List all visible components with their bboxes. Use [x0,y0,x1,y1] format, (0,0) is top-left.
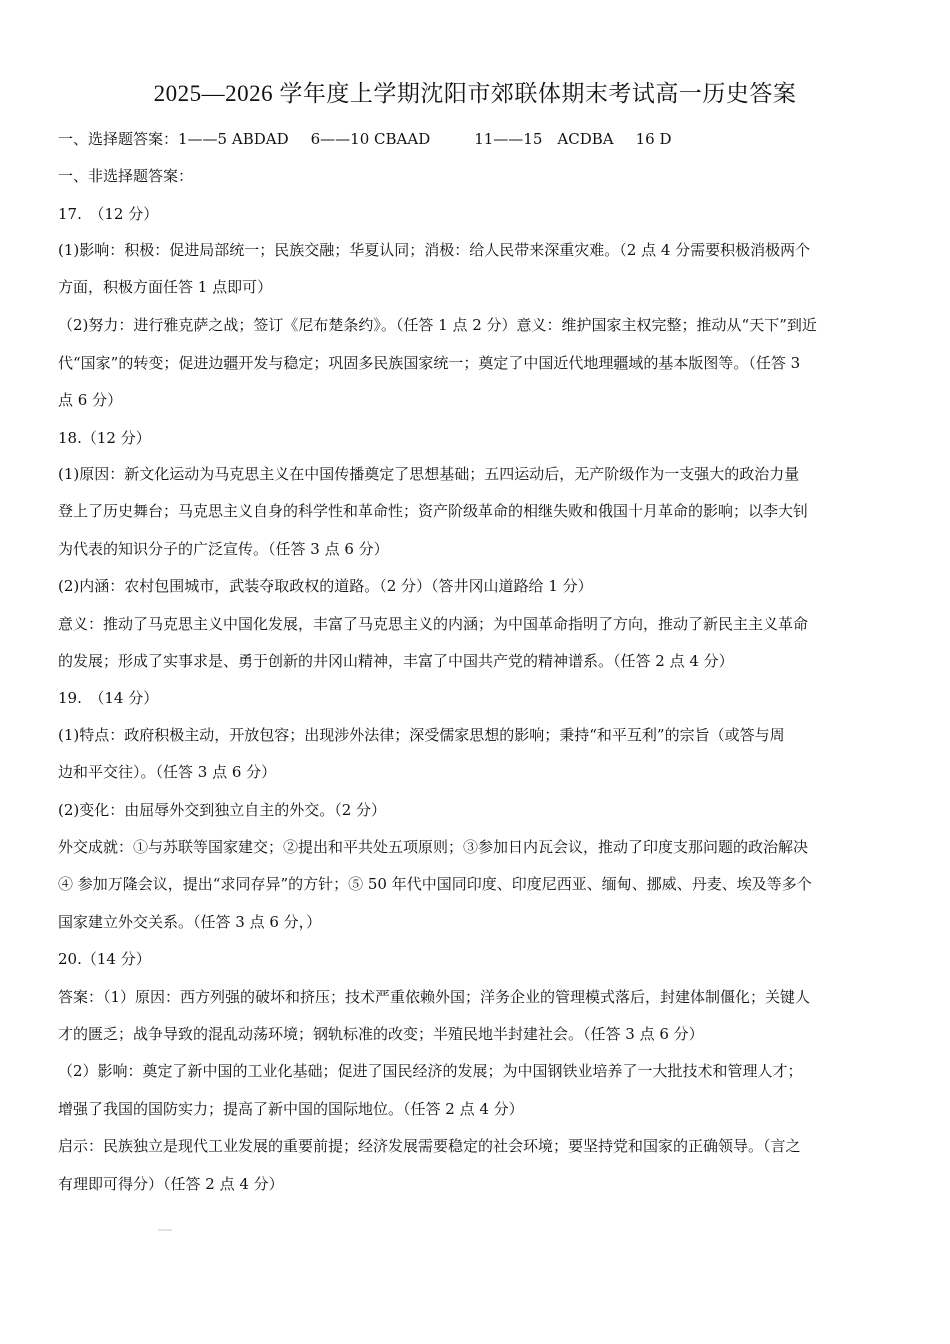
q19-answer-line: 外交成就：①与苏联等国家建交；②提出和平共处五项原则；③参加日内瓦会议，推动了印度支那问题的政治解决 [58,838,809,856]
q18-answer-line: 登上了历史舞台；马克思主义自身的科学性和革命性；资产阶级革命的相继失败和俄国十月革命的影响；以李大钊 [58,502,809,520]
q20-answer-line: 启示：民族独立是现代工业发展的重要前提；经济发展需要稳定的社会环境；要坚持党和国家的正确领导。（言之 [58,1137,801,1155]
document-title: 2025—2026 学年度上学期沈阳市郊联体期末考试高一历史答案 [153,81,797,106]
q20-answer-line: 才的匮乏；战争导致的混乱动荡环境；钢轨标准的改变；半殖民地半封建社会。（任答 3 点 6 分） [58,1025,704,1043]
mcq-group-1: 1——5 ABDAD [178,130,289,148]
faint-mark [158,1229,172,1231]
q20-answer-line: 答案：（1）原因：西方列强的破坏和挤压；技术严重依赖外国；洋务企业的管理模式落后，封建体制僵化；关键人 [58,988,811,1006]
mcq-label: 一、选择题答案： [58,130,179,148]
q17-header: 17. （12 分） [58,205,159,223]
q17-answer-line: 点 6 分） [58,391,123,409]
q17-answer-line: 代“国家”的转变；促进边疆开发与稳定；巩固多民族国家统一；奠定了中国近代地理疆域的基本版图等。（任答 3 [58,354,801,372]
mcq-group-4: 16 D [635,130,672,148]
mcq-group-3: 11——15 ACDBA [474,130,614,148]
q19-answer-line: 边和平交往）。（任答 3 点 6 分） [58,763,277,781]
q18-answer-line: (2)内涵：农村包围城市，武装夺取政权的道路。（2 分）（答井冈山道路给 1 分） [58,577,593,595]
q20-answer-line: 增强了我国的国防实力；提高了新中国的国际地位。（任答 2 点 4 分） [58,1100,524,1118]
q17-answer-line: (1)影响：积极：促进局部统一；民族交融；华夏认同；消极：给人民带来深重灾难。（2 点 4 分需要积极消极两个 [58,241,811,259]
q19-header: 19. （14 分） [58,689,159,707]
section-heading: 一、非选择题答案： [58,167,194,185]
q19-answer-line: (2)变化：由屈辱外交到独立自主的外交。（2 分） [58,801,387,819]
q17-answer-line: 方面，积极方面任答 1 点即可） [58,278,273,296]
q18-answer-line: 为代表的知识分子的广泛宣传。（任答 3 点 6 分） [58,540,389,558]
q18-answer-line: (1)原因：新文化运动为马克思主义在中国传播奠定了思想基础；五四运动后，无产阶级作为一支强大的政治力量 [58,465,800,483]
q18-answer-line: 意义：推动了马克思主义中国化发展，丰富了马克思主义的内涵；为中国革命指明了方向，推动了新民主主义革命 [58,615,809,633]
q18-header: 18.（12 分） [58,429,151,447]
q19-answer-line: 国家建立外交关系。（任答 3 点 6 分，） [58,913,322,931]
q19-answer-line: ④ 参加万隆会议，提出“求同存异”的方针；⑤ 50 年代中国同印度、印度尼西亚、缅甸、挪威、丹麦、埃及等多个 [58,875,812,893]
q18-answer-line: 的发展；形成了实事求是、勇于创新的井冈山精神，丰富了中国共产党的精神谱系。（任答 2 点 4 分） [58,652,734,670]
q20-header: 20.（14 分） [58,950,151,968]
q19-answer-line: (1)特点：政府积极主动，开放包容；出现涉外法律；深受儒家思想的影响；秉持“和平互利”的宗旨（或答与周 [58,726,785,744]
mcq-group-2: 6——10 CBAAD [310,130,431,148]
multiple-choice-answers [58,128,920,150]
q20-answer-line: （2）影响：奠定了新中国的工业化基础；促进了国民经济的发展；为中国钢铁业培养了一大批技术和管理人才； [58,1062,803,1080]
q17-answer-line: （2)努力：进行雅克萨之战；签订《尼布楚条约》。（任答 1 点 2 分）意义：维护国家主权完整；推动从“天下”到近 [58,316,817,334]
q20-answer-line: 有理即可得分）（任答 2 点 4 分） [58,1175,284,1193]
